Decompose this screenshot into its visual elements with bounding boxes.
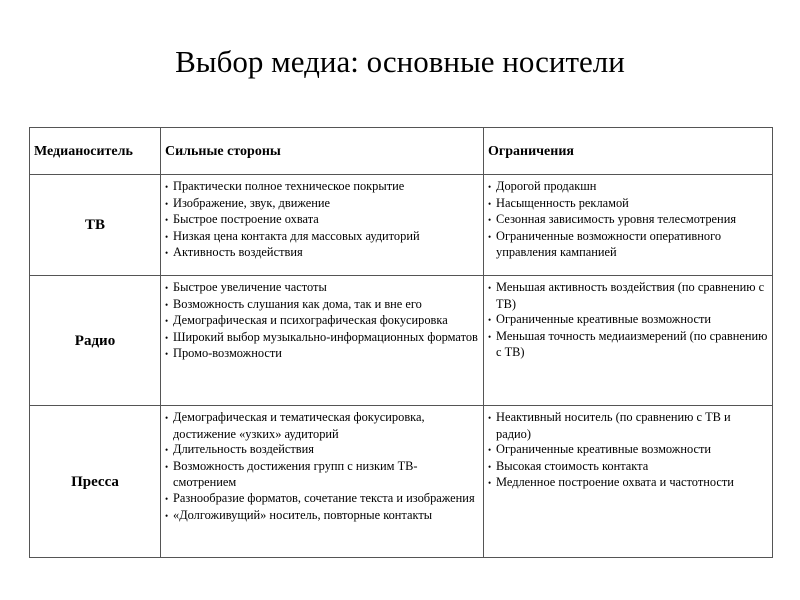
bullet-icon: • (165, 182, 169, 192)
bullet-icon: • (165, 283, 169, 293)
list-item-text: Низкая цена контакта для массовых аудиторий (173, 228, 420, 243)
list-item-text: Быстрое увеличение частоты (173, 280, 327, 294)
column-header-medium: Медианоситель (30, 128, 161, 175)
bullet-icon: • (165, 316, 169, 327)
strengths-list (165, 179, 479, 262)
list-item (165, 491, 479, 508)
strengths-cell (161, 276, 484, 406)
list-item-text: Промо-возможности (173, 346, 282, 361)
list-item (165, 313, 479, 330)
limitations-cell (484, 276, 773, 406)
list-item-text: Активность воздействия (173, 245, 303, 260)
media-comparison-table (29, 127, 773, 558)
bullet-icon: • (165, 510, 169, 521)
list-item-text: Изображение, звук, движение (173, 195, 330, 210)
bullet-icon: • (165, 349, 169, 360)
list-item (488, 442, 768, 459)
limitations-cell (484, 175, 773, 276)
limitations-cell (484, 406, 773, 558)
list-item (488, 196, 768, 213)
list-item-text: Ограниченные креативные возможности (496, 442, 712, 457)
list-item-text: Демографическая и психографическая фокусировка (173, 313, 448, 328)
list-item-text: Широкий выбор музыкально-информационных форматов (173, 329, 478, 344)
page-title: Выбор медиа: основные носители (175, 44, 625, 79)
list-item (165, 442, 479, 459)
list-item (165, 179, 479, 196)
list-item-text: Длительность воздействия (173, 442, 314, 457)
list-item (488, 212, 768, 229)
list-item (165, 280, 479, 297)
list-item-text: Неактивный носитель (по сравнению с ТВ и радио) (496, 410, 731, 441)
medium-cell: Радио (30, 276, 161, 406)
list-item (165, 297, 479, 314)
list-item-text: Сезонная зависимость уровня телесмотрения (496, 212, 737, 227)
list-item (488, 179, 768, 196)
strengths-cell (161, 175, 484, 276)
bullet-icon: • (165, 461, 169, 472)
list-item (488, 329, 768, 361)
list-item (488, 410, 768, 442)
list-item (165, 330, 479, 347)
list-item (488, 312, 768, 329)
limitations-list (488, 280, 768, 361)
list-item-text: Возможность достижения групп с низким ТВ-смотрением (173, 458, 418, 490)
strengths-list (165, 410, 479, 524)
bullet-icon: • (488, 461, 492, 472)
list-item (165, 196, 479, 213)
bullet-icon: • (165, 445, 169, 456)
bullet-icon: • (488, 283, 492, 293)
bullet-icon: • (488, 315, 492, 326)
column-header-strengths: Сильные стороны (161, 128, 484, 175)
list-item-text: Медленное построение охвата и частотности (496, 475, 734, 490)
list-item-text: Дорогой продакшн (496, 179, 597, 193)
bullet-icon: • (488, 215, 492, 226)
table-row-tv (30, 175, 773, 276)
table-row-radio (30, 276, 773, 406)
bullet-icon: • (488, 231, 492, 242)
list-item (165, 459, 479, 491)
list-item (165, 229, 479, 246)
medium-cell: Пресса (30, 406, 161, 558)
list-item (165, 508, 479, 525)
bullet-icon: • (488, 445, 492, 456)
strengths-cell (161, 406, 484, 558)
list-item-text: Разнообразие форматов, сочетание текста и изображения (173, 490, 475, 505)
list-item-text: Насыщенность рекламой (496, 195, 629, 210)
bullet-icon: • (488, 478, 492, 489)
list-item-text: Быстрое построение охвата (173, 212, 319, 227)
limitations-list (488, 179, 768, 261)
strengths-list (165, 280, 479, 363)
list-item-text: Ограниченные возможности оперативного управления кампанией (496, 228, 722, 260)
bullet-icon: • (488, 413, 492, 423)
list-item (165, 346, 479, 363)
list-item (488, 459, 768, 476)
list-item (165, 245, 479, 262)
list-item (488, 229, 768, 261)
list-item-text: Возможность слушания как дома, так и вне его (173, 296, 422, 311)
medium-cell: ТВ (30, 175, 161, 276)
bullet-icon: • (165, 493, 169, 504)
list-item-text: Демографическая и тематическая фокусировка, достижение «узких» аудиторий (173, 410, 425, 441)
list-item-text: Ограниченные креативные возможности (496, 312, 712, 327)
bullet-icon: • (488, 198, 492, 209)
bullet-icon: • (165, 332, 169, 343)
list-item-text: Практически полное техническое покрытие (173, 179, 405, 193)
list-item (165, 410, 479, 442)
bullet-icon: • (165, 198, 169, 209)
bullet-icon: • (488, 331, 492, 342)
table-header-row (30, 128, 773, 175)
list-item-text: «Долгоживущий» носитель, повторные контакты (173, 507, 433, 522)
list-item (488, 475, 768, 492)
table-row-press (30, 406, 773, 558)
bullet-icon: • (165, 215, 169, 226)
bullet-icon: • (488, 182, 492, 192)
limitations-list (488, 410, 768, 492)
list-item-text: Высокая стоимость контакта (496, 458, 649, 473)
bullet-icon: • (165, 248, 169, 259)
list-item (165, 212, 479, 229)
bullet-icon: • (165, 299, 169, 310)
column-header-limitations: Ограничения (484, 128, 773, 175)
list-item-text: Меньшая активность воздействия (по сравнению с ТВ) (496, 280, 765, 311)
list-item (488, 280, 768, 312)
bullet-icon: • (165, 413, 169, 423)
list-item-text: Меньшая точность медиаизмерений (по сравнению с ТВ) (496, 328, 768, 360)
bullet-icon: • (165, 231, 169, 242)
